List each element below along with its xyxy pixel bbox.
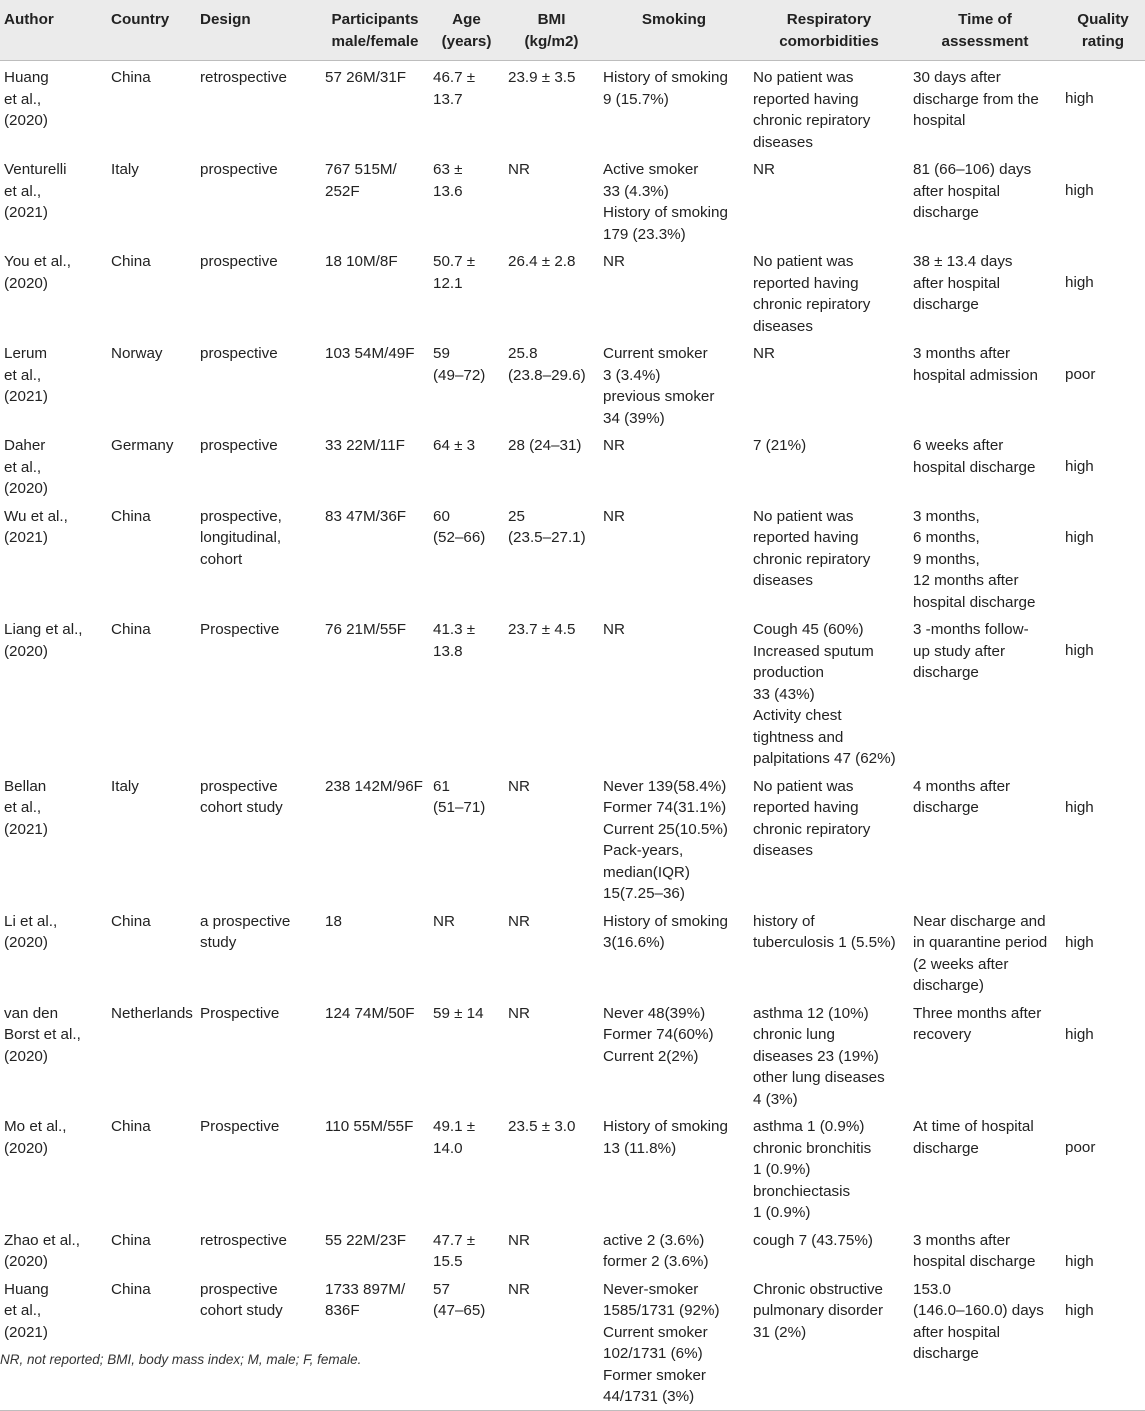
cell-smoking: NR bbox=[603, 507, 625, 525]
cell-author: Huang et al., (2020) bbox=[4, 69, 49, 129]
table-row bbox=[0, 337, 1145, 429]
cell-age: 63 ± 13.6 bbox=[433, 161, 463, 200]
table-row bbox=[0, 500, 1145, 614]
cell-smoking: NR bbox=[603, 621, 625, 638]
cell-design: prospective bbox=[200, 345, 278, 362]
cell-author: You et al., (2020) bbox=[4, 253, 71, 292]
cell-participants: 83 47M/36F bbox=[325, 507, 407, 525]
cell-country: Italy bbox=[111, 777, 139, 795]
table-row bbox=[0, 770, 1145, 905]
cell-design: a prospective study bbox=[200, 912, 291, 951]
cell-smoking: NR bbox=[603, 253, 625, 270]
cell-age: 50.7 ± 12.1 bbox=[433, 253, 476, 292]
table-row bbox=[0, 613, 1145, 770]
table-row bbox=[0, 1273, 1145, 1411]
cell-age: 46.7 ± 13.7 bbox=[433, 69, 476, 108]
cell-smoking: Current smoker 3 (3.4%) previous smoker 34 (39%) bbox=[603, 345, 715, 427]
header-age: Age (years) bbox=[429, 0, 504, 61]
cell-bmi: NR bbox=[504, 1273, 599, 1411]
cell-quality: poor bbox=[1065, 1139, 1096, 1156]
table-row bbox=[0, 245, 1145, 337]
cell-author: Mo et al., (2020) bbox=[4, 1118, 67, 1157]
cell-smoking: Never 48(39%) Former 74(60%) Current 2(2%) bbox=[603, 1004, 714, 1065]
cell-age: 57 (47–65) bbox=[429, 1273, 504, 1411]
cell-bmi: NR bbox=[508, 912, 530, 930]
cell-author: van den Borst et al., (2020) bbox=[4, 1004, 81, 1065]
cell-country: China bbox=[111, 1118, 151, 1135]
cell-comorbidities: NR bbox=[753, 345, 775, 362]
cell-country: China bbox=[111, 69, 151, 86]
cell-country: Italy bbox=[111, 161, 139, 178]
cell-time: 81 (66–106) days after hospital discharge bbox=[913, 161, 1032, 221]
cell-participants: 124 74M/50F bbox=[325, 1004, 415, 1022]
cell-comorbidities: No patient was reported having chronic repiratory diseases bbox=[753, 253, 871, 335]
cell-comorbidities: Chronic obstructive pulmonary disorder 31 (2%) bbox=[749, 1273, 909, 1411]
cell-age: 61 (51–71) bbox=[433, 777, 486, 816]
cell-comorbidities: Cough 45 (60%) Increased sputum production 33 (43%) Activity chest tightness and palpitations 47 (62%) bbox=[753, 621, 896, 767]
cell-bmi: 25.8 (23.8–29.6) bbox=[508, 345, 586, 384]
cell-quality: high bbox=[1065, 1025, 1094, 1043]
cell-author: Zhao et al., (2020) bbox=[4, 1231, 80, 1270]
cell-participants: 18 10M/8F bbox=[325, 253, 398, 270]
cell-smoking: History of smoking 9 (15.7%) bbox=[603, 69, 728, 108]
header-quality: Quality rating bbox=[1061, 0, 1145, 61]
cell-participants: 57 26M/31F bbox=[325, 69, 407, 86]
header-participants: Participants male/female bbox=[321, 0, 429, 61]
cell-participants: 767 515M/ 252F bbox=[325, 161, 397, 200]
cell-quality: poor bbox=[1065, 366, 1096, 383]
cell-bmi: NR bbox=[508, 161, 530, 178]
cell-design: prospective cohort study bbox=[200, 777, 283, 816]
cell-country: China bbox=[111, 1231, 151, 1249]
cell-bmi: 23.7 ± 4.5 bbox=[508, 621, 576, 638]
cell-bmi: 23.9 ± 3.5 bbox=[508, 69, 576, 86]
cell-time: 38 ± 13.4 days after hospital discharge bbox=[913, 253, 1013, 313]
cell-time: 4 months after discharge bbox=[913, 777, 1011, 816]
cell-quality: high bbox=[1065, 933, 1094, 951]
cell-time: 30 days after discharge from the hospital bbox=[913, 69, 1039, 129]
cell-bmi: 28 (24–31) bbox=[508, 437, 582, 454]
cell-country: China bbox=[111, 912, 151, 930]
cell-comorbidities: history of tuberculosis 1 (5.5%) bbox=[753, 912, 896, 951]
cell-comorbidities: No patient was reported having chronic repiratory diseases bbox=[753, 507, 871, 589]
table-row bbox=[0, 1110, 1145, 1224]
cell-design: prospective bbox=[200, 161, 278, 178]
cell-author: Liang et al., (2020) bbox=[4, 621, 83, 660]
cell-participants: 55 22M/23F bbox=[325, 1231, 407, 1249]
cell-time: 6 weeks after hospital discharge bbox=[913, 437, 1036, 476]
cell-author: Daher et al., (2020) bbox=[4, 437, 48, 497]
cell-bmi: 23.5 ± 3.0 bbox=[508, 1118, 576, 1135]
table-row bbox=[0, 153, 1145, 245]
cell-participants: 18 bbox=[325, 912, 342, 930]
cell-author: Lerum et al., (2021) bbox=[4, 345, 48, 405]
cell-time: 3 -months follow- up study after discharge bbox=[913, 621, 1029, 681]
cell-age: 60 (52–66) bbox=[433, 507, 486, 546]
cell-quality: high bbox=[1061, 1273, 1145, 1411]
cell-design: prospective bbox=[200, 253, 278, 270]
cell-quality: high bbox=[1065, 528, 1094, 546]
cell-age: 64 ± 3 bbox=[433, 437, 476, 454]
cell-comorbidities: cough 7 (43.75%) bbox=[753, 1231, 873, 1249]
cell-country: Netherlands bbox=[111, 1004, 193, 1022]
cell-comorbidities: asthma 12 (10%) chronic lung diseases 23 (19%) other lung diseases 4 (3%) bbox=[753, 1004, 885, 1108]
header-row bbox=[0, 0, 1145, 61]
cell-author: Huang et al., (2021) bbox=[0, 1273, 107, 1411]
cell-bmi: 26.4 ± 2.8 bbox=[508, 253, 576, 270]
cell-country: China bbox=[111, 621, 151, 638]
cell-design: prospective, longitudinal, cohort bbox=[200, 507, 282, 568]
cell-country: China bbox=[111, 253, 151, 270]
cell-smoking: Never 139(58.4%) Former 74(31.1%) Current 25(10.5%) Pack-years, median(IQR) 15(7.25–36) bbox=[603, 777, 728, 902]
cell-author: Venturelli et al., (2021) bbox=[4, 161, 67, 221]
cell-participants: 1733 897M/ 836F bbox=[321, 1273, 429, 1411]
cell-country: China bbox=[111, 507, 151, 525]
cell-bmi: NR bbox=[508, 1231, 530, 1249]
cell-author: Wu et al., (2021) bbox=[4, 507, 68, 546]
cell-age: 59 (49–72) bbox=[433, 345, 486, 384]
cell-smoking: NR bbox=[603, 437, 625, 454]
cell-time: At time of hospital discharge bbox=[913, 1118, 1034, 1157]
cell-age: NR bbox=[433, 912, 455, 930]
table-row bbox=[0, 997, 1145, 1111]
cell-author: Li et al., (2020) bbox=[4, 912, 58, 951]
header-design: Design bbox=[196, 0, 321, 61]
cell-design: retrospective bbox=[200, 69, 287, 86]
cell-time: 3 months after hospital discharge bbox=[913, 1231, 1036, 1270]
cell-smoking: Active smoker 33 (4.3%) History of smoking 179 (23.3%) bbox=[603, 161, 728, 243]
cell-bmi: NR bbox=[508, 777, 530, 795]
table-row bbox=[0, 1224, 1145, 1273]
cell-participants: 76 21M/55F bbox=[325, 621, 407, 638]
cell-country: China bbox=[107, 1273, 196, 1411]
cell-comorbidities: NR bbox=[753, 161, 775, 178]
cell-quality: high bbox=[1065, 458, 1094, 475]
cell-bmi: 25 (23.5–27.1) bbox=[508, 507, 586, 546]
cell-age: 59 ± 14 bbox=[433, 1004, 484, 1022]
cell-design: retrospective bbox=[200, 1231, 287, 1249]
header-author: Author bbox=[0, 0, 107, 61]
cell-design: prospective bbox=[200, 437, 278, 454]
cell-comorbidities: No patient was reported having chronic repiratory diseases bbox=[753, 69, 871, 151]
cell-design: Prospective bbox=[200, 1118, 280, 1135]
cell-participants: 238 142M/96F bbox=[325, 777, 423, 795]
cell-smoking: History of smoking 13 (11.8%) bbox=[603, 1118, 728, 1157]
cell-age: 41.3 ± 13.8 bbox=[433, 621, 476, 660]
cell-time: 3 months, 6 months, 9 months, 12 months after hospital discharge bbox=[913, 507, 1036, 611]
cell-age: 47.7 ± 15.5 bbox=[433, 1231, 476, 1270]
table-footnote: NR, not reported; BMI, body mass index; M, male; F, female. bbox=[0, 1352, 362, 1367]
table-row bbox=[0, 429, 1145, 500]
cell-time: Three months after recovery bbox=[913, 1004, 1042, 1043]
cell-participants: 110 55M/55F bbox=[325, 1118, 414, 1135]
header-bmi: BMI (kg/m2) bbox=[504, 0, 599, 61]
header-country: Country bbox=[107, 0, 196, 61]
cell-time: 153.0 (146.0–160.0) days after hospital discharge bbox=[909, 1273, 1061, 1411]
cell-participants: 103 54M/49F bbox=[325, 345, 415, 362]
cell-participants: 33 22M/11F bbox=[325, 437, 405, 454]
cell-design: prospective cohort study bbox=[196, 1273, 321, 1411]
header-time: Time of assessment bbox=[909, 0, 1061, 61]
cell-time: 3 months after hospital admission bbox=[913, 345, 1038, 384]
cell-quality: high bbox=[1065, 798, 1094, 816]
cell-comorbidities: 7 (21%) bbox=[753, 437, 807, 454]
cell-quality: high bbox=[1065, 274, 1094, 291]
cell-comorbidities: No patient was reported having chronic repiratory diseases bbox=[753, 777, 871, 859]
cell-time: Near discharge and in quarantine period (2 weeks after discharge) bbox=[913, 912, 1048, 994]
cell-country: Germany bbox=[111, 437, 174, 454]
header-smoking: Smoking bbox=[599, 0, 749, 61]
cell-country: Norway bbox=[111, 345, 163, 362]
cell-quality: high bbox=[1065, 182, 1094, 199]
cell-comorbidities: asthma 1 (0.9%) chronic bronchitis 1 (0.9%) bronchiectasis 1 (0.9%) bbox=[753, 1118, 872, 1221]
cell-design: Prospective bbox=[200, 1004, 280, 1022]
cell-smoking: History of smoking 3(16.6%) bbox=[603, 912, 728, 951]
header-comorbidities: Respiratory comorbidities bbox=[749, 0, 909, 61]
table-row bbox=[0, 905, 1145, 997]
cell-quality: high bbox=[1065, 642, 1094, 659]
cell-author: Bellan et al., (2021) bbox=[4, 777, 48, 838]
cell-quality: high bbox=[1065, 90, 1094, 107]
cell-smoking: active 2 (3.6%) former 2 (3.6%) bbox=[603, 1231, 709, 1270]
cell-bmi: NR bbox=[508, 1004, 530, 1022]
cell-smoking: Never-smoker 1585/1731 (92%) Current smoker 102/1731 (6%) Former smoker 44/1731 (3%) bbox=[599, 1273, 749, 1411]
cell-age: 49.1 ± 14.0 bbox=[433, 1118, 476, 1157]
cell-quality: high bbox=[1065, 1252, 1094, 1270]
cell-design: Prospective bbox=[200, 621, 280, 638]
table-row bbox=[0, 61, 1145, 154]
